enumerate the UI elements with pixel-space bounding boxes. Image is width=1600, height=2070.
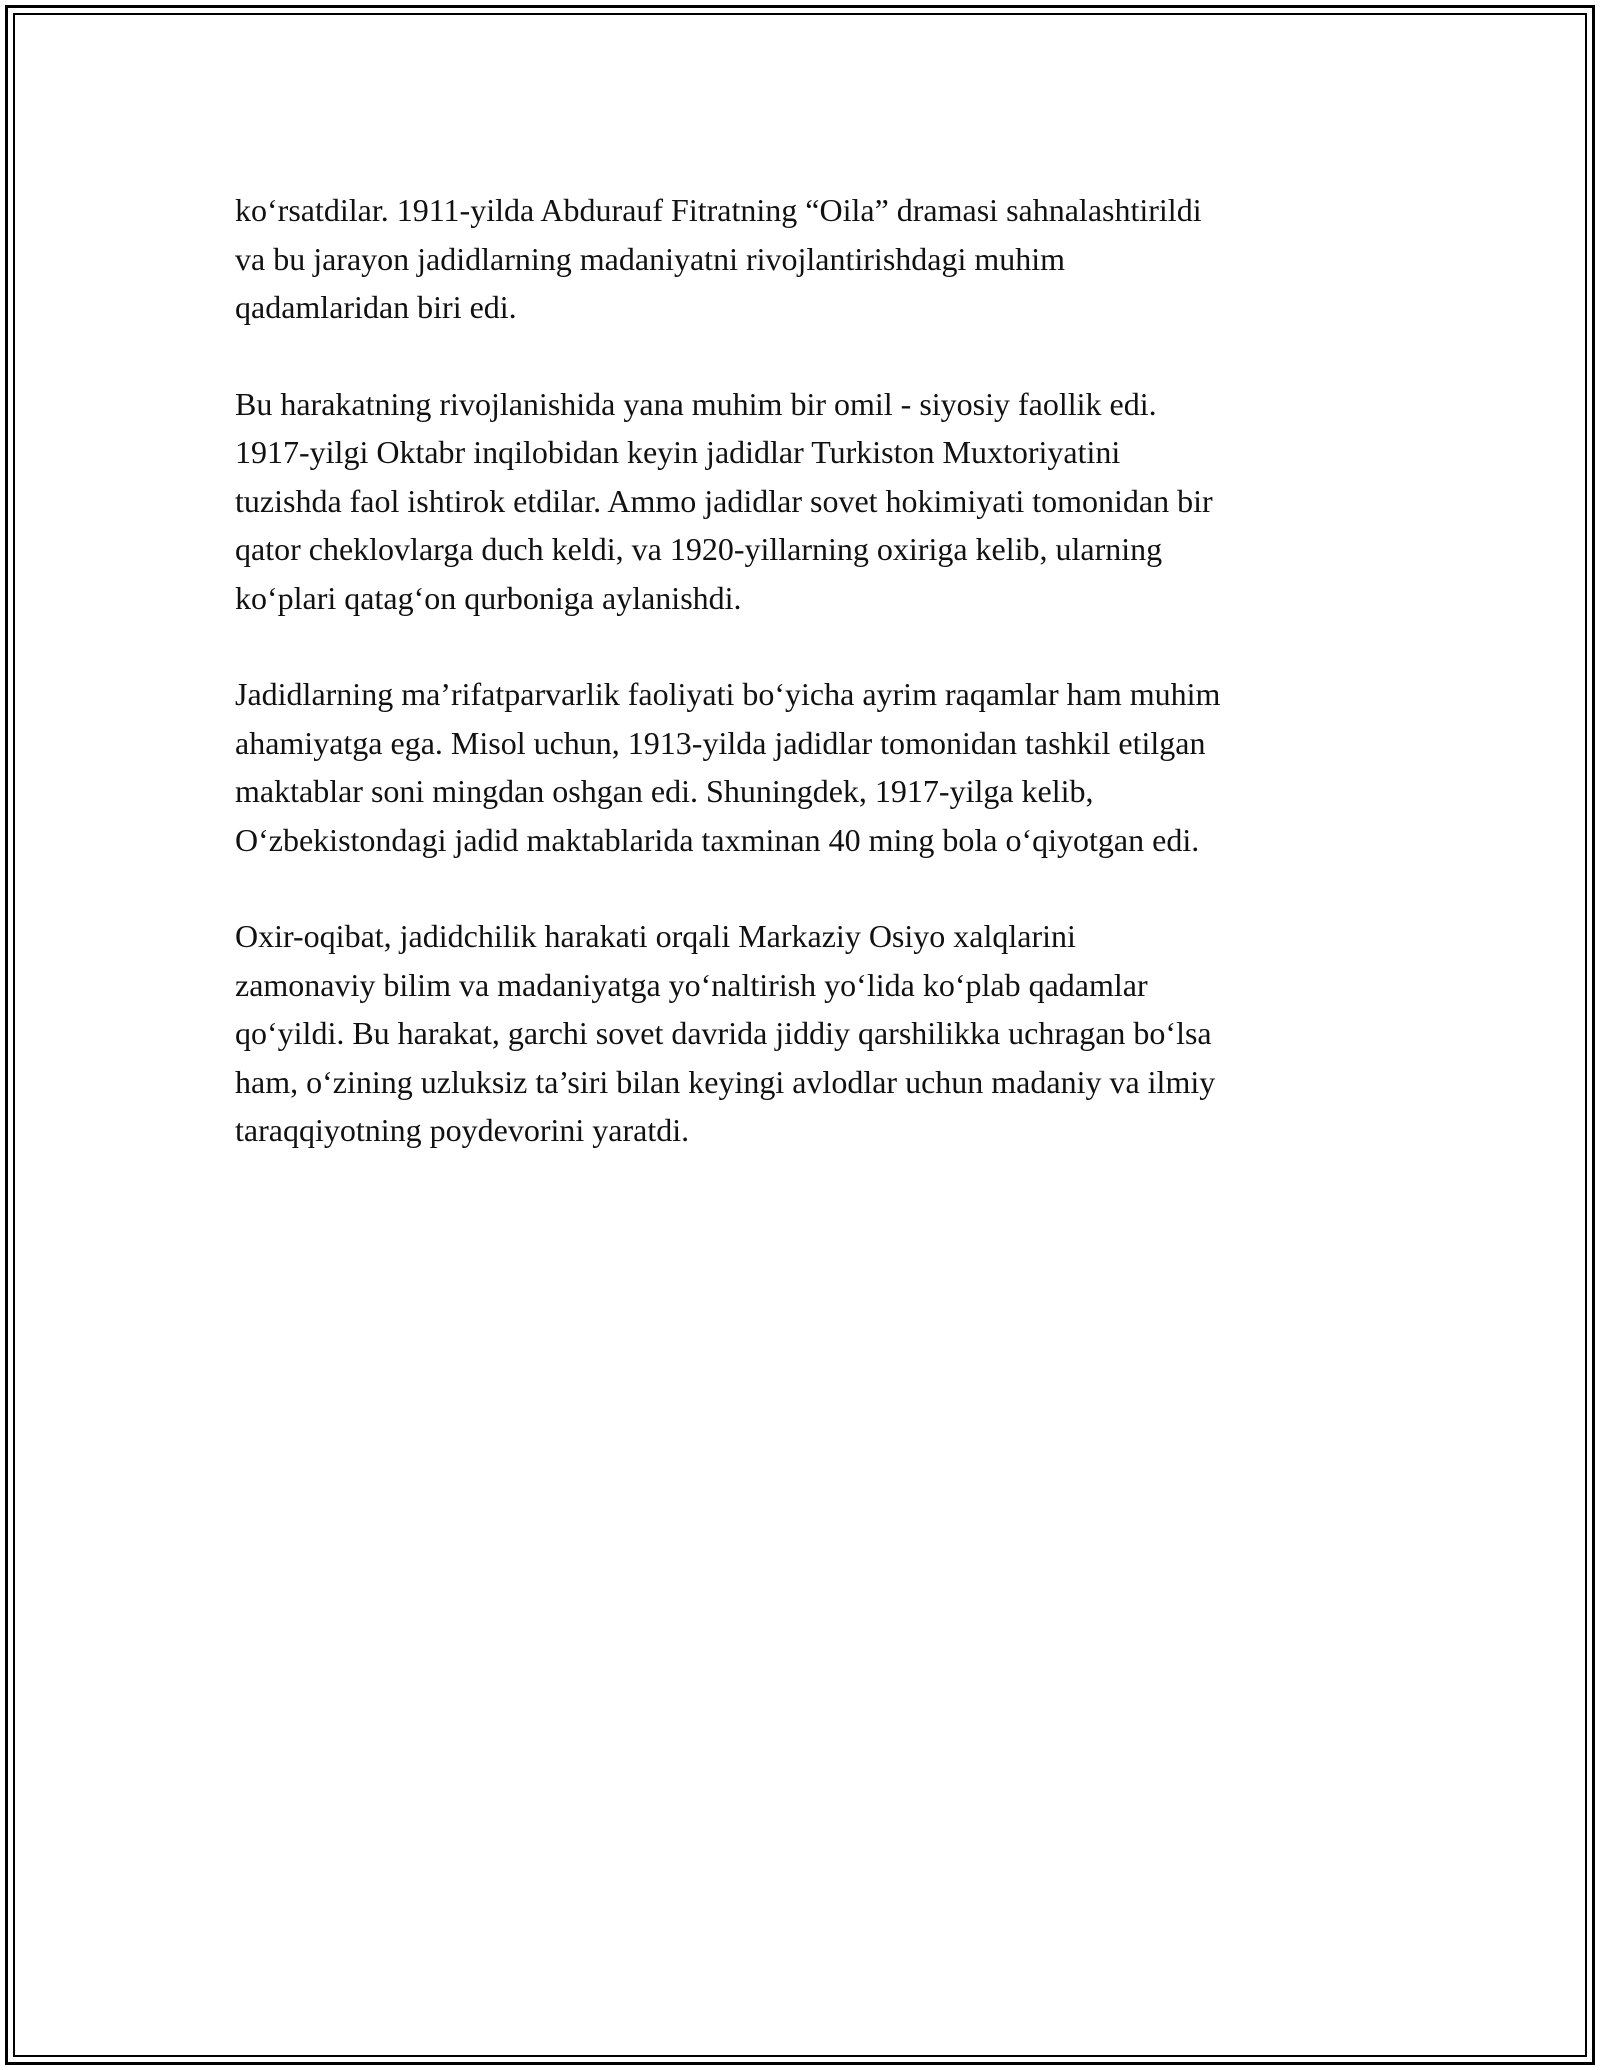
text-line: Oxir-oqibat, jadidchilik harakati orqali Markaziy Osiyo xalqlarini	[235, 918, 1076, 954]
text-line: va bu jarayon jadidlarning madaniyatni rivojlantirishdagi muhim	[235, 240, 1066, 277]
paragraph-3	[235, 670, 1375, 864]
document-body	[235, 186, 1375, 1203]
text-line: qator cheklovlarga duch keldi, va 1920-yillarning oxiriga kelib, ularning	[235, 531, 1163, 567]
paragraph-2	[235, 380, 1375, 623]
text-line: taraqqiyotning poydevorini yaratdi.	[235, 1112, 690, 1148]
text-line: 1917-yilgi Oktabr inqilobidan keyin jadidlar Turkiston Muxtoriyatini	[235, 434, 1121, 470]
text-line: ahamiyatga ega. Misol uchun, 1913-yilda jadidlar tomonidan tashkil etilgan	[235, 724, 1206, 761]
text-line: qo‘yildi. Bu harakat, garchi sovet davrida jiddiy qarshilikka uchragan bo‘lsa	[235, 1015, 1212, 1051]
text-line: ham, o‘zining uzluksiz ta’siri bilan keyingi avlodlar uchun madaniy va ilmiy	[235, 1063, 1216, 1100]
text-line: qadamlaridan biri edi.	[235, 289, 517, 325]
paragraph-1	[235, 186, 1375, 332]
text-line: ko‘plari qatag‘on qurboniga aylanishdi.	[235, 579, 742, 616]
text-line: maktablar soni mingdan oshgan edi. Shuningdek, 1917-yilga kelib,	[235, 773, 1094, 809]
text-line: O‘zbekistondagi jadid maktablarida taxminan 40 ming bola o‘qiyotgan edi.	[235, 821, 1200, 858]
text-line: zamonaviy bilim va madaniyatga yo‘naltirish yo‘lida ko‘plab qadamlar	[235, 966, 1148, 1003]
text-line: Jadidlarning ma’rifatparvarlik faoliyati bo‘yicha ayrim raqamlar ham muhim	[235, 676, 1221, 712]
text-line: tuzishda faol ishtirok etdilar. Ammo jadidlar sovet hokimiyati tomonidan bir	[235, 482, 1213, 519]
text-line: Bu harakatning rivojlanishida yana muhim bir omil - siyosiy faollik edi.	[235, 385, 1157, 422]
text-line: ko‘rsatdilar. 1911-yilda Abdurauf Fitratning “Oila” dramasi sahnalashtirildi	[235, 192, 1202, 228]
paragraph-4	[235, 912, 1375, 1155]
